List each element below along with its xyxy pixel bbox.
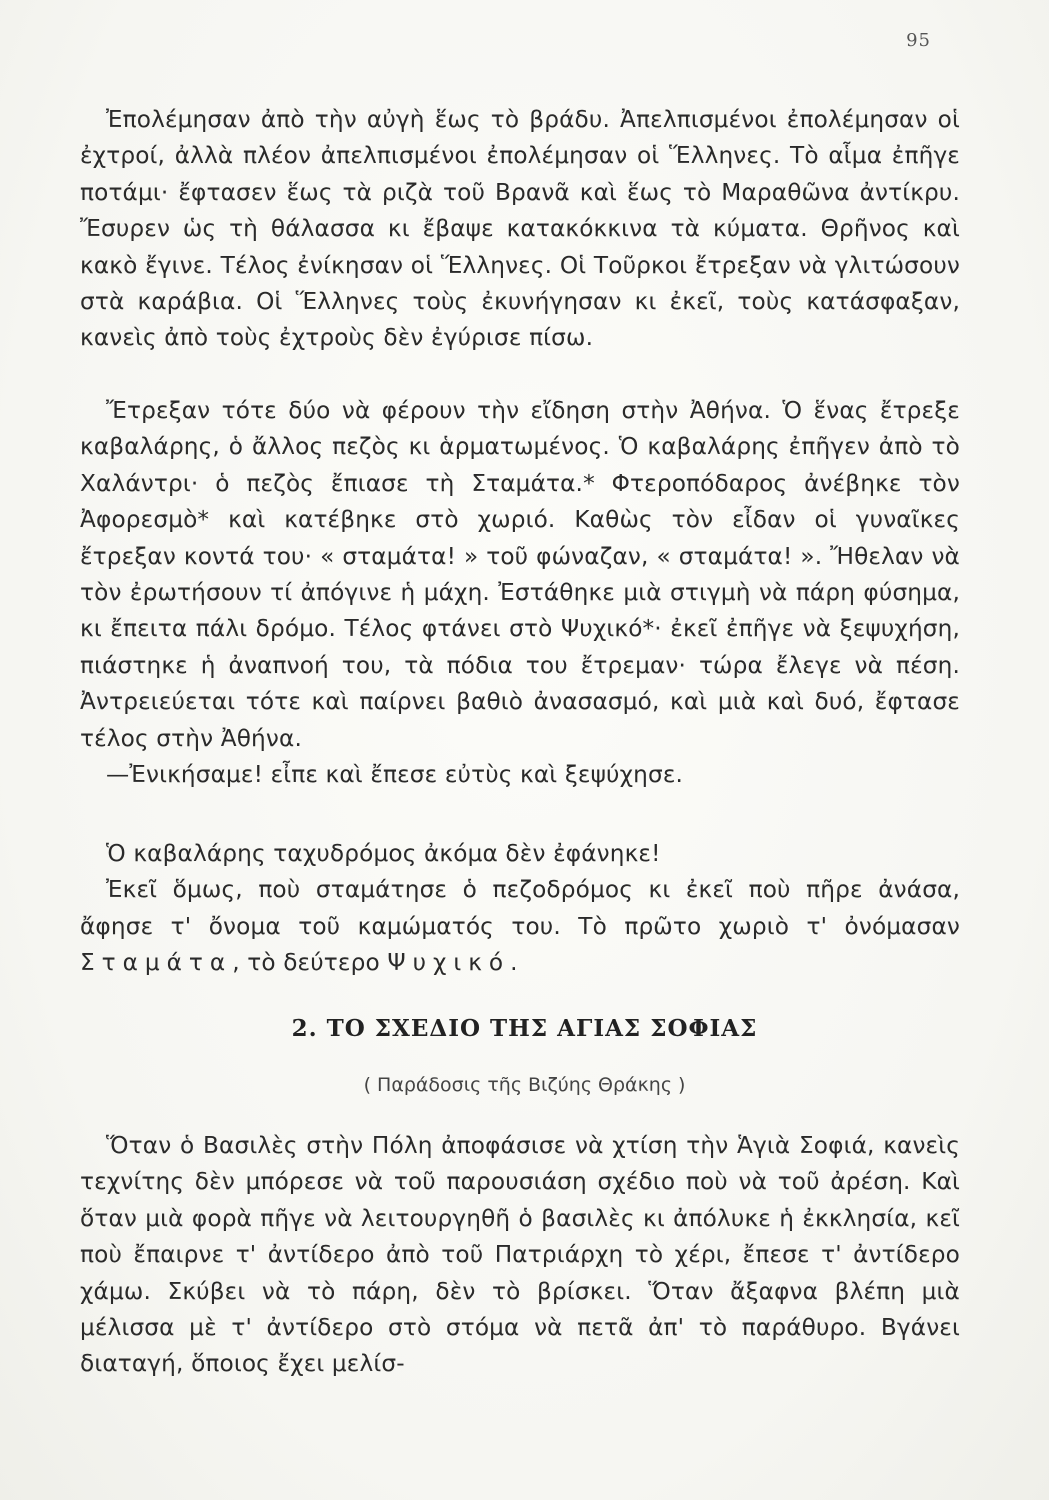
section-heading: 2. ΤΟ ΣΧΕΔΙΟ ΤΗΣ ΑΓΙΑΣ ΣΟΦΙΑΣ xyxy=(291,1015,758,1042)
village-names-mid: , τὸ δεύτερο xyxy=(232,949,388,977)
paragraph-messengers: Ἔτρεξαν τότε δύο νὰ φέρουν τὴν εἴδηση στὴν Ἀθήνα. Ὁ ἕνας ἔτρεξε καβαλάρης, ὁ ἄλλος πεζὸς κι ἁρματωμένος. Ὁ καβαλάρης ἐπῆγεν ἀπὸ τὸ Χαλάντρι· ὁ πεζὸς ἔπιασε τὴ Σταμάτα.* Φτεροπόδαρος ἀνέβηκε τὸν Ἀφορεσμὸ* καὶ κατέβηκε στὸ χωριό. Καθὼς τὸν εἶδαν οἱ γυναῖκες ἔτρεξαν κοντά του· « σταμάτα! » τοῦ φώναζαν, « σταμάτα! ». Ἤθελαν νὰ τὸν ἐρωτήσουν τί ἀπόγινε ἡ μάχη. Ἐστάθηκε μιὰ στιγμὴ νὰ πάρη φύσημα, κι ἔπειτα πάλι δρόμο. Τέλος φτάνει στὸ Ψυχικό*· ἐκεῖ ἐπῆγε νὰ ξεψυχήση, πιάστηκε ἡ ἀναπνοή του, τὰ πόδια του ἔτρεμαν· τώρα ἔλεγε νὰ πέση. Ἀντρειεύεται τότε καὶ παίρνει βαθιὸ ἀνασασμό, καὶ μιὰ καὶ δυό, ἔφτασε τέλος στὴν Ἀθήνα. xyxy=(80,397,960,752)
paragraph-rider: Ὁ καβαλάρης ταχυδρόμος ἀκόμα δὲν ἐφάνηκε! xyxy=(106,840,661,867)
section-source: ( Παράδοσις τῆς Βιζύης Θράκης ) xyxy=(363,1074,686,1096)
page-number: 95 xyxy=(906,30,931,51)
village-names-lead: Ἐκεῖ ὅμως, ποὺ σταμάτησε ὁ πεζοδρόμος κι ἐκεῖ ποὺ πῆρε ἀνάσα, ἄφησε τ' ὄνομα τοῦ καμώματός του. Τὸ πρῶτο χωριὸ τ' ὀνόμασαν xyxy=(80,876,960,940)
messenger-section xyxy=(80,393,960,793)
paragraph-battle: Ἐπολέμησαν ἀπὸ τὴν αὐγὴ ἕως τὸ βράδυ. Ἀπελπισμένοι ἐπολέμησαν οἱ ἐχτροί, ἀλλὰ πλέον ἀπελπισμένοι ἐπολέμησαν οἱ Ἕλληνες. Τὸ αἷμα ἐπῆγε ποτάμι· ἔφτασεν ἕως τὰ ριζὰ τοῦ Βρανᾶ καὶ ἕως τὸ Μαραθῶνα ἀντίκρυ. Ἔσυρεν ὡς τὴ θάλασσα κι ἔβαψε κατακόκκινα τὰ κύματα. Θρῆνος καὶ κακὸ ἔγινε. Τέλος ἐνίκησαν οἱ Ἕλληνες. Οἱ Τοῦρκοι ἔτρεξαν νὰ γλιτώσουν στὰ καράβια. Οἱ Ἕλληνες τοὺς ἐκυνήγησαν κι ἐκεῖ, τοὺς κατάσφαξαν, κανεὶς ἀπὸ τοὺς ἐχτροὺς δὲν ἐγύρισε πίσω. xyxy=(80,106,960,352)
closing-section xyxy=(80,836,960,982)
paragraph-village-names xyxy=(80,872,960,981)
village-name-psychiko: Ψυχικό xyxy=(387,949,511,977)
dialogue-line: —Ἐνικήσαμε! εἶπε καὶ ἔπεσε εὐτὺς καὶ ξεψύχησε. xyxy=(106,761,684,789)
village-name-stamata: Σταμάτα xyxy=(80,949,233,977)
village-names-end: . xyxy=(510,949,518,977)
paragraph-hagia-sophia: Ὅταν ὁ Βασιλὲς στὴν Πόλη ἀποφάσισε νὰ χτίση τὴν Ἁγιὰ Σοφιά, κανεὶς τεχνίτης δὲν μπόρεσε νὰ τοῦ παρουσιάση σχέδιο ποὺ νὰ τοῦ ἀρέση. Καὶ ὅταν μιὰ φορὰ πῆγε νὰ λειτουργηθῆ ὁ βασιλὲς κι ἀπόλυκε ἡ ἐκκλησία, κεῖ ποὺ ἔπαιρνε τ' ἀντίδερο ἀπὸ τοῦ Πατριάρχη τὸ χέρι, ἔπεσε τ' ἀντίδερο χάμω. Σκύβει νὰ τὸ πάρη, δὲν τὸ βρίσκει. Ὅταν ἄξαφνα βλέπη μιὰ μέλισσα μὲ τ' ἀντίδερο στὸ στόμα νὰ πετᾶ ἀπ' τὸ παράθυρο. Βγάνει διαταγή, ὅποιος ἔχει μελίσ- xyxy=(80,1132,960,1378)
